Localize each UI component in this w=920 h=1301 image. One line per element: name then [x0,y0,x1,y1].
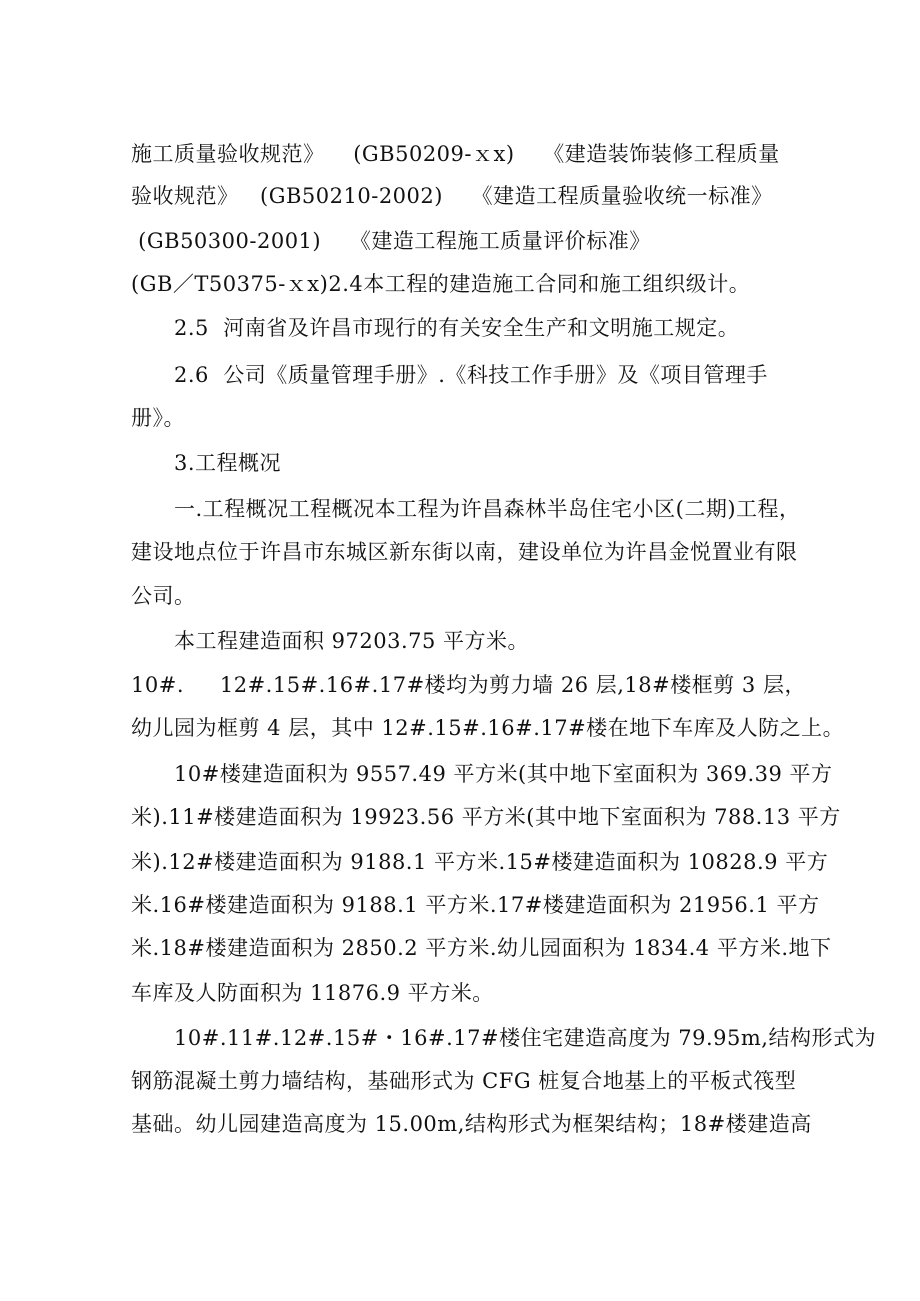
text-line: (GB50300-2001) 《建造工程施工质量评价标准》 [131,229,651,253]
text-line: 10#. 12#.15#.16#.17#楼均为剪力墙 26 层,18#楼框剪 3 层， [131,673,806,697]
text-line: 本工程建造面积 97203.75 平方米。 [174,629,530,653]
text-line: 基础。幼儿园建造高度为 15.00m,结构形式为框架结构；18#楼建造高 [131,1112,812,1136]
text-line: 公司。 [131,584,196,608]
text-line: 册》。 [131,406,185,430]
text-line: 施工质量验收规范》 (GB50209-ｘx) 《建造装饰装修工程质量 [131,142,780,166]
text-line: 幼儿园为框剪 4 层，其中 12#.15#.16#.17#楼在地下车库及人防之上。 [131,716,845,740]
text-line: 建设地点位于许昌市东城区新东街以南，建设单位为许昌金悦置业有限 [131,540,798,564]
text-line: 米).12#楼建造面积为 9188.1 平方米.15#楼建造面积为 10828.9 平方 [131,850,829,874]
text-line: 验收规范》 (GB50210-2002) 《建造工程质量验收统一标准》 [131,184,773,208]
text-line: 米.16#楼建造面积为 9188.1 平方米.17#楼建造面积为 21956.1 平方 [131,893,820,917]
text-line: 钢筋混凝土剪力墙结构，基础形式为 CFG 桩复合地基上的平板式筏型 [131,1069,797,1093]
text-line: 一.工程概况工程概况本工程为许昌森林半岛住宅小区(二期)工程， [174,497,801,521]
text-line: (GB／T50375-ｘx)2.4本工程的建造施工合同和施工组织级计。 [131,272,751,296]
text-line: 米.18#楼建造面积为 2850.2 平方米.幼儿园面积为 1834.4 平方米.地下 [131,936,832,960]
text-line: 2.5 河南省及许昌市现行的有关安全生产和文明施工规定。 [174,316,740,340]
text-line: 米).11#楼建造面积为 19923.56 平方米(其中地下室面积为 788.13 平方 [131,805,841,829]
section-heading: 3.工程概况 [174,451,282,475]
text-line: 车库及人防面积为 11876.9 平方米。 [131,981,494,1005]
text-line: 2.6 公司《质量管理手册》.《科技工作手册》及《项目管理手 [174,363,768,387]
text-line: 10#.11#.12#.15#・16#.17#楼住宅建造高度为 79.95m,结构形式为 [174,1026,876,1050]
text-line: 10#楼建造面积为 9557.49 平方米(其中地下室面积为 369.39 平方 [174,762,833,786]
